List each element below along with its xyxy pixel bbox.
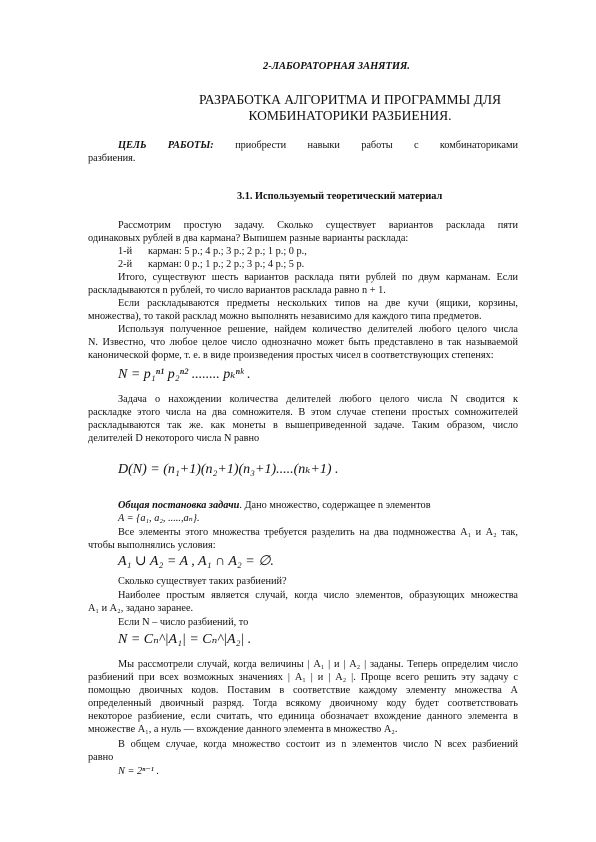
paragraph-line: раскладываются так же. как монеты в вышеприведенной задаче. Таким образом, число <box>88 420 518 431</box>
main-title-line2: КОМБИНАТОРИКИ РАЗБИЕНИЯ. <box>248 108 452 123</box>
paragraph-line: Итого, существуют шесть вариантов расклада пяти рублей по двум карманам. Если <box>118 272 518 283</box>
formula-canonical: N = p₁ⁿ¹ p₂ⁿ² ........ pₖⁿᵏ . <box>118 367 251 382</box>
paragraph-line <box>118 499 431 512</box>
paragraph-line: канонической форме, т. е. в виде произведения простых чисел в соответствующих степенях: <box>88 350 494 361</box>
main-title <box>150 92 550 124</box>
paragraph-line: раскладываются n рублей, то число вариантов расклада равно n + 1. <box>88 285 386 296</box>
main-title-line1: РАЗРАБОТКА АЛГОРИТМА И ПРОГРАММЫ ДЛЯ <box>198 92 501 107</box>
paragraph-line: N. Известно, что любое целое число однозначно может быть представлено в так называемой <box>88 337 518 348</box>
goal-line2: разбиения. <box>88 153 136 164</box>
paragraph-line: В общем случае, когда множество состоит из n элементов число N всех разбиений <box>118 739 518 750</box>
formula-divisors: D(N) = (n₁+1)(n₂+1)(n₃+1).....(nₖ+1) . <box>118 462 339 477</box>
problem-text: . Дано множество, содержащее n элементов <box>239 500 431 511</box>
paragraph-line: Если N – число разбиений, то <box>118 617 249 628</box>
paragraph-line: Используя полученное решение, найдем количество делителей любого целого числа <box>118 324 518 335</box>
paragraph-line: раскладке этого числа на два сомножителя. В этом случае степени простых сомножителей <box>88 407 518 418</box>
formula-total: N = 2ⁿ⁻¹ . <box>118 766 160 777</box>
paragraph-line: Рассмотрим простую задачу. Сколько существует вариантов расклада пяти <box>118 220 518 231</box>
paragraph-line: Все элементы этого множества требуется разделить на два подмножества A₁ и A₂ так, <box>118 527 518 538</box>
paragraph-line: одинаковых рублей в два кармана? Выпишем разные варианты расклада: <box>88 233 409 244</box>
goal-word: ЦЕЛЬ <box>118 140 147 151</box>
paragraph-line: чтобы выполнялись условия: <box>88 540 216 551</box>
paragraph-line: определенный двоичный разряд. Тогда всякому двоичному коду будет соответствовать <box>88 698 518 709</box>
goal-word: комбинаториками <box>439 140 518 151</box>
goal-word: РАБОТЫ: <box>167 140 214 151</box>
goal-word: работы <box>361 140 393 151</box>
formula-binomial: N = Cₙ^|A₁| = Cₙ^|A₂| . <box>118 632 252 647</box>
goal-line <box>118 139 518 152</box>
goal-word: с <box>413 140 419 151</box>
paragraph-line: Мы рассмотрели случай, когда величины | A₁ | и | A₂ | заданы. Теперь определим число <box>118 659 518 670</box>
paragraph-line: делителей D некоторого числа N равно <box>88 433 260 444</box>
paragraph-line: множества), то такой расклад можно выполнять независимо для каждого типа предметов. <box>88 311 482 322</box>
paragraph-line: Задача о нахождении количества делителей любого целого числа N сводится к <box>118 394 518 405</box>
list-label: 2-й <box>118 259 133 270</box>
list-text: карман: 0 р.; 1 р.; 2 р.; 3 р.; 4 р.; 5 р. <box>148 259 305 270</box>
list-label: 1-й <box>118 246 133 257</box>
paragraph-line: некоторое разбиение, если считать, что единица обозначает вхождение данного элемента в <box>88 711 518 722</box>
paragraph-line: Сколько существует таких разбиений? <box>118 576 287 587</box>
problem-heading: Общая постановка задачи <box>118 500 240 511</box>
paragraph-line: помощью двоичных кодов. Поставим в соответствие каждому элементу множества A <box>88 685 518 696</box>
set-definition: A = {a₁, a₂, .....,aₙ}. <box>118 513 200 524</box>
goal-word: навыки <box>307 140 340 151</box>
paragraph-line: равно <box>88 752 114 763</box>
list-text: карман: 5 р.; 4 р.; 3 р.; 2 р.; 1 р.; 0 р., <box>148 246 307 257</box>
formula-conditions: A₁ ∪ A₂ = A , A₁ ∩ A₂ = ∅. <box>118 554 274 569</box>
section-heading: 3.1. Используемый теоретический материал <box>237 191 443 202</box>
paragraph-line: разбиений при всех возможных значениях | A₁ | и | A₂ |. Проще всего решить эту задачу с <box>88 672 518 683</box>
goal-word: приобрести <box>235 140 287 151</box>
paragraph-line: Если раскладываются предметы нескольких типов на две кучи (ящики, корзины, <box>118 298 518 309</box>
lab-title: 2-ЛАБОРАТОРНАЯ ЗАНЯТИЯ. <box>263 61 410 72</box>
paragraph-line: A₁ и A₂, задано заранее. <box>88 603 194 614</box>
paragraph-line: множестве A₁, а нуль — вхождение данного элемента в множество A₂. <box>88 724 398 735</box>
paragraph-line: Наиболее простым является случай, когда число элементов, образующих множества <box>118 590 518 601</box>
